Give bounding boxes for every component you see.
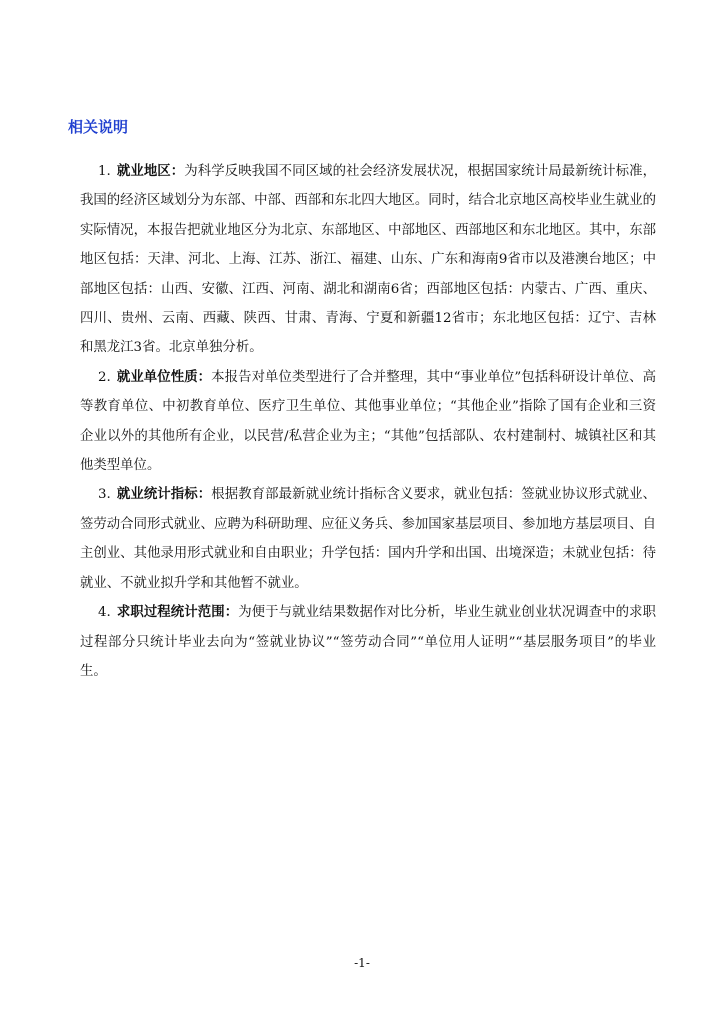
item-number: 4. [98,605,111,621]
item-text: 为便于与就业结果数据作对比分析，毕业生就业创业状况调查中的求职过程部分只统计毕业去向为“签就业协议”“签劳动合同”“单位用人证明”“基层服务项目”的毕业生。 [80,605,657,679]
item-term: 就业统计指标： [116,486,212,503]
explanation-item-unit-type [80,363,656,481]
item-term: 就业单位性质： [116,368,212,385]
explanation-item-statistics [80,480,656,598]
item-text: 根据教育部最新就业统计指标含义要求，就业包括：签就业协议形式就业、签劳动合同形式就业、应聘为科研助理、应征义务兵、参加国家基层项目、参加地方基层项目、自主创业、其他录用形式就业和自由职业；升学包括：国内升学和出国、出境深造；未就业包括：待就业、不就业拟升学和其他暂不就业。 [80,487,656,591]
item-term: 就业地区： [116,163,185,179]
explanation-item-region [80,157,656,363]
item-term: 求职过程统计范围： [116,604,239,621]
explanation-list [80,157,656,686]
page-number: -1- [354,956,370,970]
item-text: 为科学反映我国不同区域的社会经济发展状况，根据国家统计局最新统计标准，我国的经济区域划分为东部、中部、西部和东北四大地区。同时，结合北京地区高校毕业生就业的实际情况，本报告把就业地区分为北京、东部地区、中部地区、西部地区和东北地区。其中，东部地区包括：天津、河北、上海、江苏、浙江、福建、山东、广东和海南9省市以及港澳台地区；中部地区包括：山西、安徽、江西、河南、湖北和湖南6省；西部地区包括：内蒙古、广西、重庆、四川、贵州、云南、西藏、陕西、甘肃、青海、宁夏和新疆12省市；东北地区包括：辽宁、吉林和黑龙江3省。北京单独分析。 [80,164,657,356]
explanation-item-job-search [80,598,656,686]
item-number: 3. [98,487,111,503]
item-number: 2. [98,369,111,385]
item-text: 本报告对单位类型进行了合并整理，其中“事业单位”包括科研设计单位、高等教育单位、中初教育单位、医疗卫生单位、其他事业单位；“其他企业”指除了国有企业和三资企业以外的其他所有企业，以民营/私营企业为主；“其他”包括部队、农村建制村、城镇社区和其他类型单位。 [80,369,656,474]
section-title: 相关说明 [68,118,129,136]
item-number: 1. [98,164,111,179]
